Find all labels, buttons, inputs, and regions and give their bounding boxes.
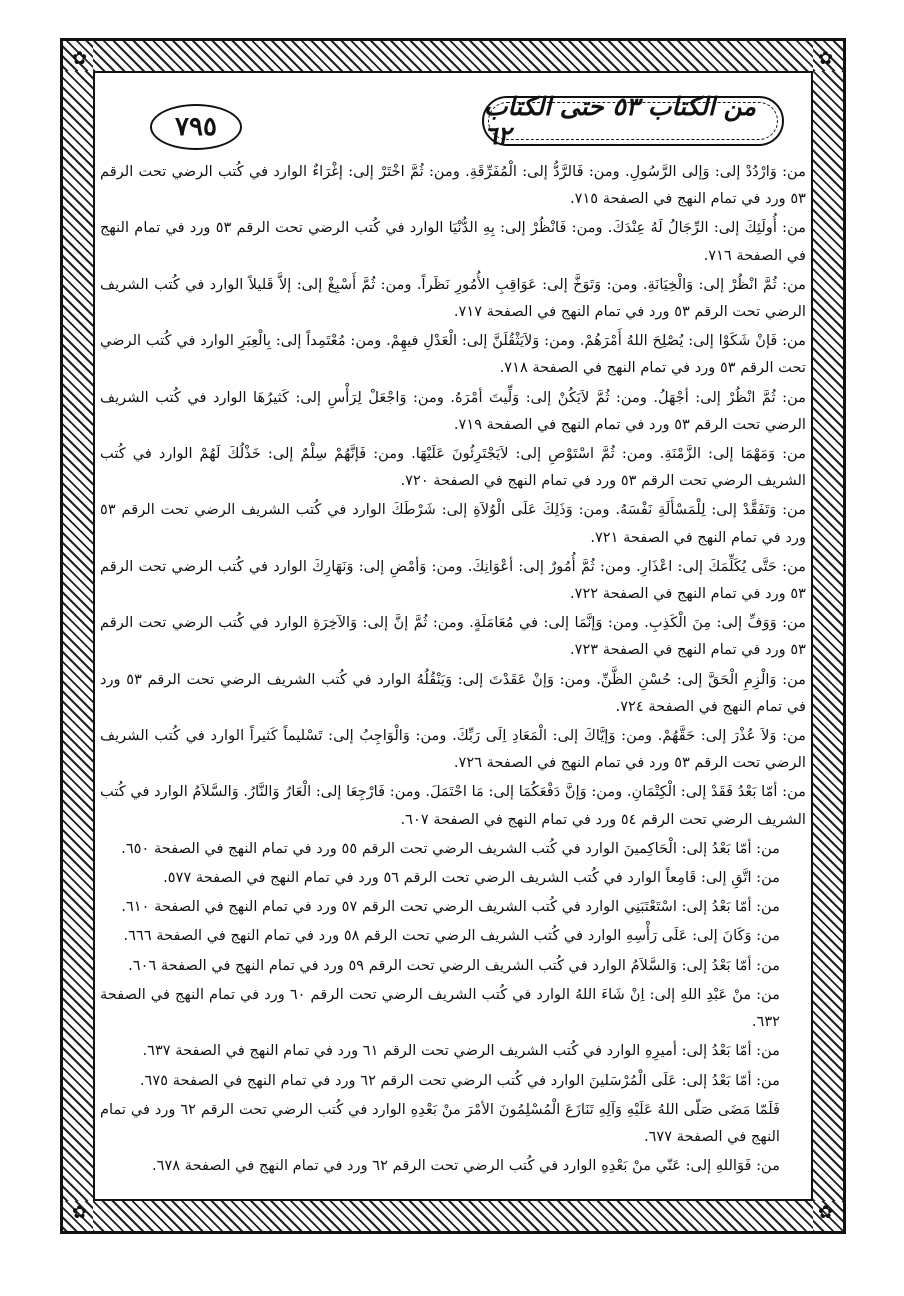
chapter-title-text: من الكتاب ٥٣ حتى الكتاب ٦٢ xyxy=(484,92,757,150)
page-number-text: ٧٩٥ xyxy=(175,112,217,142)
index-entry: من: وَتَفَقَّدْ إلى: لِلْمَسْأَلَةِ نَفْسَهُ. ومن: وَذَلِكَ عَلَى الْوُلاَةِ إلى: شَرْطَكَ الوارد في كُتب الشريف الرضي تحت الرقم ٥٣ ورد في تمام النهج في الصفحة ٧٢١. xyxy=(100,501,806,546)
index-entry: من: حَتَّى يُكَلِّمَكَ إلى: اعْذَارِ. ومن: ثُمَّ أُمُورٌ إلى: أعْوَانِكَ. ومن: وَأمْضِ إلى: وَنَهَارِكَ الوارد في كُتب الرضي تحت الرقم ٥٣ ورد في تمام النهج في الصفحة ٧٢٢. xyxy=(100,557,806,603)
corner-flower-icon: ✿ xyxy=(818,48,834,69)
index-entry: من: فَوَاللهِ إلى: عَنّي منْ بَعْدِهِ الوارد في كُتب الرضي تحت الرقم ٦٢ ورد في تمام النهج في الصفحة ٦٧٨. xyxy=(151,1157,780,1175)
index-entry: من: أُولَئِكَ إلى: الرِّجَالُ لَهُ عِنْدَكَ. ومن: فَانْظُرْ إلى: بِهِ الدُّنْيَا الوارد في كُتب الرضي تحت الرقم ٥٣ ورد في تمام النهج في الصفحة ٧١٦. xyxy=(100,219,806,264)
corner-flower-icon: ✿ xyxy=(818,1202,834,1223)
index-entry: من: وَكَانَ إلى: عَلَى رَأْسِهِ الوارد في كُتب الشريف الرضي تحت الرقم ٥٨ ورد في تمام النهج في الصفحة ٦٦٦. xyxy=(123,927,780,945)
index-entry: من: وَارْدُدْ إلى: وَإلى الرَّسُولِ. ومن: فَالرَّدُّ إلى: الْمُفَرِّقَةِ. ومن: ثُمَّ اخْتَرْ إلى: إغْرَاءٌ الوارد في كُتب الرضي تحت الرقم ٥٣ ورد في تمام النهج في الصفحة ٧١٥. xyxy=(100,163,806,208)
index-entry: من: ثُمَّ انْظُرْ إلى: أجْهَلُ. ومن: ثُمَّ لاَيَكُنْ إلى: وَلِّيتَ أمْرَهُ. ومن: وَاجْعَلْ لِرَأْسِ إلى: كَثيرُهَا الوارد في كُتب الشريف الرضي تحت الرقم ٥٣ ورد في تمام النهج في الصفحة ٧١٩. xyxy=(100,388,806,433)
index-entry: من: أمّا بَعْدُ إلى: وَالسَّلاَمُ الوارد في كُتب الشريف الرضي تحت الرقم ٥٩ ورد في تمام النهج في الصفحة ٦٠٦. xyxy=(128,956,780,974)
index-entry: من: أمّا بَعْدُ فَقَدْ إلى: الْكِتْمَانِ. ومن: وَإنَّ دَفْعَكُمَا إلى: مَا احْتَمَلَ. ومن: فَارْجِعَا إلى: الْعَارُ وَالنَّارُ. وَالسَّلاَمُ الوارد في كُتب الشريف الرضي تحت الرقم ٥٤ ورد في تمام النهج في الصفحة ٦٠٧. xyxy=(100,783,806,828)
index-entry: من: أمّا بَعْدُ إلى: أميرِهِ الوارد في كُتب الشريف الرضي تحت الرقم ٦١ ورد في تمام النهج في الصفحة ٦٣٧. xyxy=(142,1042,780,1060)
corner-flower-icon: ✿ xyxy=(72,48,88,69)
index-entry: من: فَإنْ شَكَوْا إلى: يُصْلِحَ اللهُ أَمْرَهُمْ. ومن: وَلاَيَثْقُلَنَّ إلى: الْعَدْلِ فيهِمْ. ومن: مُعْتَمِداً إلى: بِالْعِبَرِ الوارد في كُتب الرضي تحت الرقم ٥٣ ورد في تمام النهج في الصفحة ٧١٨. xyxy=(100,332,806,377)
corner-flower-icon: ✿ xyxy=(72,1202,88,1223)
index-entry: من: منْ عَبْدِ اللهِ إلى: اِنْ شَاءَ اللهُ الوارد في كُتب الشريف الرضي تحت الرقم ٦٠ ورد في تمام النهج في الصفحة ٦٣٢. xyxy=(100,985,780,1031)
index-entry: من: ثُمَّ انْظُرْ إلى: وَالْخِيَانَةِ. ومن: وَتَوَخَّ إلى: عَوَاقِبِ الأُمُورِ نَظَراً. ومن: ثُمَّ أَسْبِغْ إلى: إلاَّ قَليلاً الوارد في كُتب الشريف الرضي تحت الرقم ٥٣ ورد في تمام النهج في الصفحة ٧١٧. xyxy=(100,275,806,321)
index-entry: من: أمّا بَعْدُ إلى: الْحَاكِمينَ الوارد في كُتب الشريف الرضي تحت الرقم ٥٥ ورد في تمام النهج في الصفحة ٦٥٠. xyxy=(121,839,780,857)
page-content xyxy=(100,158,806,1181)
index-entry: من: أمّا بَعْدُ إلى: اسْتَعْتَبَنِي الوارد في كُتب الشريف الرضي تحت الرقم ٥٧ ورد في تمام النهج في الصفحة ٦١٠. xyxy=(121,898,780,916)
index-entry: من: وَالْزِمِ الْحَقَّ إلى: حُسْنِ الظَّنِّ. ومن: وَإنْ عَقَدْتَ إلى: وَيَنْقُلُهُ الوارد في كُتب الشريف الرضي تحت الرقم ٥٣ ورد في تمام النهج في الصفحة ٧٢٤. xyxy=(100,670,807,715)
index-entry: من: وَلاَ عُذْرَ إلى: حَقَّهُمْ. ومن: وَإيَّاكَ إلى: الْمَعَادِ اِلَى رَبِّكَ. ومن: وَالْوَاجِبُ إلى: تَسْليماً كَثيراً الوارد في كُتب الشريف الرضي تحت الرقم ٥٣ ورد في تمام النهج في الصفحة ٧٢٦. xyxy=(100,727,806,772)
index-entry: من: وَوَفِّ إلى: مِنَ الْكَذِبِ. ومن: وَإنَّمَا إلى: في مُعَامَلَةٍ. ومن: ثُمَّ إنَّ إلى: وَالآخِرَةِ الوارد في كُتب الرضي تحت الرقم ٥٣ ورد في تمام النهج في الصفحة ٧٢٣. xyxy=(100,614,806,659)
page-number xyxy=(150,104,242,150)
index-entry: من: أمّا بَعْدُ إلى: عَلَى الْمُرْسَلينَ الوارد في كُتب الرضي تحت الرقم ٦٢ ورد في تمام النهج في الصفحة ٦٧٥. xyxy=(139,1071,780,1089)
index-entry: فَلَمّا مَضَى صَلّى اللهُ عَلَيْهِ وَآلِهِ تَنَازَعَ الْمُسْلِمُونَ الأمْرَ منْ بَعْدِهِ الوارد في كُتب الرضي تحت الرقم ٦٢ ورد في تمام النهج في الصفحة ٦٧٧. xyxy=(100,1100,781,1145)
chapter-title xyxy=(482,92,784,150)
index-entry: من: وَمَهْمَا إلى: الزَّمْنَةِ. ومن: ثُمَّ اسْتَوْصِ إلى: لاَيَجْتَرِئُونَ عَلَيْهَا. ومن: فَإنَّهُمْ سِلْمٌ إلى: خَذْلُكَ لَهُمْ الوارد في كُتب الشريف الرضي تحت الرقم ٥٣ ورد في تمام النهج في الصفحة ٧٢٠. xyxy=(100,445,806,490)
index-entry: من: اتَّقِ إلى: قَامِعاً الوارد في كُتب الشريف الرضي تحت الرقم ٥٦ ورد في تمام النهج في الصفحة ٥٧٧. xyxy=(163,869,780,887)
